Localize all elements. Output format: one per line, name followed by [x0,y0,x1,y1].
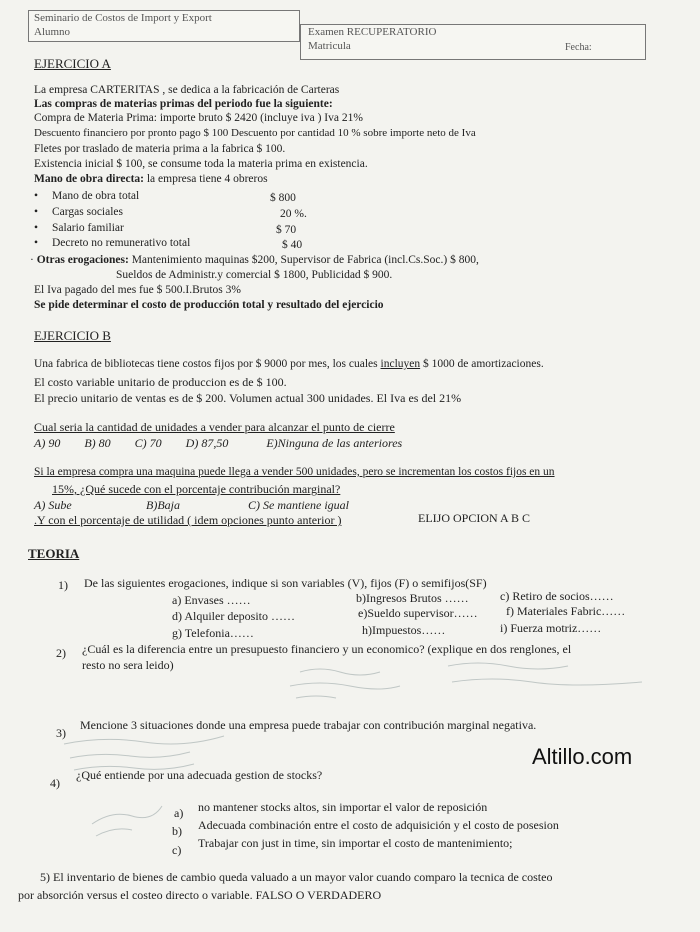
eja-item-value: 20 %. [280,208,307,220]
p4-option-text: no mantener stocks altos, sin importar el valor de reposición [198,800,488,814]
p1-item-alquiler: d) Alquiler deposito …… [172,609,295,623]
header-examen: Examen RECUPERATORIO [308,26,437,38]
option: B) 80 [84,436,111,450]
ejb-question-2b: 15%, ¿Qué sucede con el porcentaje contribución marginal? [52,482,341,496]
ejb-q2-option-b: B)Baja [146,498,180,512]
eja-line-4: Descuento financiero por pronto pago $ 100 Descuento por cantidad 10 % sobre importe neto de Iva [34,127,476,139]
ejercicio-b-title: EJERCICIO B [34,328,111,343]
eja-item-label: • Salario familiar [52,222,124,234]
header-fecha: Fecha: [565,42,592,53]
p4-option-text: Adecuada combinación entre el costo de adquisición y el costo de posesion [198,818,559,832]
p3-text: Mencione 3 situaciones donde una empresa puede trabajar con contribución marginal negativa. [80,718,537,732]
bullet-dot: · [30,254,37,266]
p1-number: 1) [58,578,68,592]
ejb-question-2a: Si la empresa compra una maquina puede llega a vender 500 unidades, pero se incrementan los costos fijos en un [34,466,555,478]
eja-otras-text: Mantenimiento maquinas $200, Supervisor de Fabrica (incl.Cs.Soc.) $ 800, [128,254,479,266]
ejb-line-3: El precio unitario de ventas es de $ 200. Volumen actual 300 unidades. El Iva es del 21% [34,391,462,405]
eja-mano-obra-text: la empresa tiene 4 obreros [143,173,268,185]
p4-option-key: b) [172,824,182,838]
p1-item-impuestos: h)Impuestos…… [362,623,446,637]
eja-otras-label: Otras erogaciones: [36,254,129,266]
option: E)Ninguna de las anteriores [266,436,403,450]
p2-text-a: ¿Cuál es la diferencia entre un presupuesto financiero y un economico? (explique en dos renglones, el [82,642,572,656]
option: C) 70 [134,436,162,450]
p4-option-key: c) [172,843,182,857]
eja-item-value: $ 70 [276,224,297,236]
p2-number: 2) [56,646,66,660]
handwritten-scribble [448,663,642,685]
eja-item-label: • Decreto no remunerativo total [52,237,190,249]
p4-option-key: a) [174,806,184,820]
p3-number: 3) [56,726,66,740]
ejb-elijo: ELIJO OPCION A B C [418,511,531,525]
eja-item-label: • Mano de obra total [52,190,139,202]
p4-text: ¿Qué entiende por una adecuada gestion de stocks? [76,768,323,782]
eja-mano-obra-label: Mano de obra directa: [34,173,144,185]
p5-text-b: por absorción versus el costeo directo o variable. FALSO O VERDADERO [18,888,382,902]
ejb-q2-option-a: A) Sube [34,498,72,512]
ejb-line-1-a: Una fabrica de bibliotecas tiene costos fijos por $ 9000 por mes, los cuales [34,358,381,370]
teoria-title: TEORIA [28,546,80,561]
handwritten-scribble [64,736,224,770]
p1-text: De las siguientes erogaciones, indique si son variables (V), fijos (F) o semifijos(SF) [84,576,487,590]
ejb-line-1-u: incluyen [380,358,421,370]
ejercicio-a-title: EJERCICIO A [34,56,111,71]
eja-line-5: Fletes por traslado de materia prima a la fabrica $ 100. [34,143,286,155]
eja-pide: Se pide determinar el costo de producción total y resultado del ejercicio [34,299,384,311]
option: D) 87,50 [185,436,229,450]
p1-item-retiro-socios: c) Retiro de socios…… [500,589,614,603]
eja-line-1: La empresa CARTERITAS , se dedica a la fabricación de Carteras [34,84,340,96]
eja-line-6: Existencia inicial $ 100, se consume toda la materia prima en existencia. [34,158,368,170]
ejb-question-3: .Y con el porcentaje de utilidad ( idem opciones punto anterior ) [34,513,342,527]
eja-item-label: • Cargas sociales [52,206,123,218]
p1-item-sueldo-supervisor: e)Sueldo supervisor…… [358,606,478,620]
eja-line-2: Las compras de materias primas del periodo fue la siguiente: [34,98,333,110]
handwritten-scribble [290,669,400,698]
p2-text-b: resto no sera leido) [82,658,174,672]
p4-number: 4) [50,776,60,790]
p1-item-envases: a) Envases …… [172,593,251,607]
ejb-q2-option-c: C) Se mantiene igual [248,498,349,512]
p5-text-a: 5) El inventario de bienes de cambio queda valuado a un mayor valor cuando comparo la tecnica de costeo [40,870,553,884]
p1-item-materiales: f) Materiales Fabric…… [506,604,626,618]
eja-item-value: $ 800 [270,192,296,204]
handwritten-scribble [92,806,162,836]
eja-otras-line-2: Sueldos de Administr.y comercial $ 1800, Publicidad $ 900. [116,269,393,281]
eja-line-3: Compra de Materia Prima: importe bruto $ 2420 (incluye iva ) Iva 21% [34,112,363,124]
header-alumno: Alumno [34,26,71,38]
header-matricula: Matricula [308,40,351,52]
eja-item-value: $ 40 [282,239,303,251]
p4-option-text: Trabajar con just in time, sin importar el costo de mantenimiento; [198,836,513,850]
p1-item-telefonia: g) Telefonia…… [172,626,254,640]
p1-item-fuerza-motriz: i) Fuerza motriz…… [500,621,602,635]
ejb-line-2: El costo variable unitario de produccion es de $ 100. [34,375,287,389]
watermark: Altillo.com [532,744,633,769]
ejb-line-1-b: $ 1000 de amortizaciones. [420,358,544,370]
ejb-question-1: Cual seria la cantidad de unidades a vender para alcanzar el punto de cierre [34,420,395,434]
p1-item-ingresos-brutos: b)Ingresos Brutos …… [356,591,469,605]
header-seminar: Seminario de Costos de Import y Export [34,12,212,24]
option: A) 90 [34,436,61,450]
eja-iva: El Iva pagado del mes fue $ 500.I.Brutos 3% [34,284,241,296]
